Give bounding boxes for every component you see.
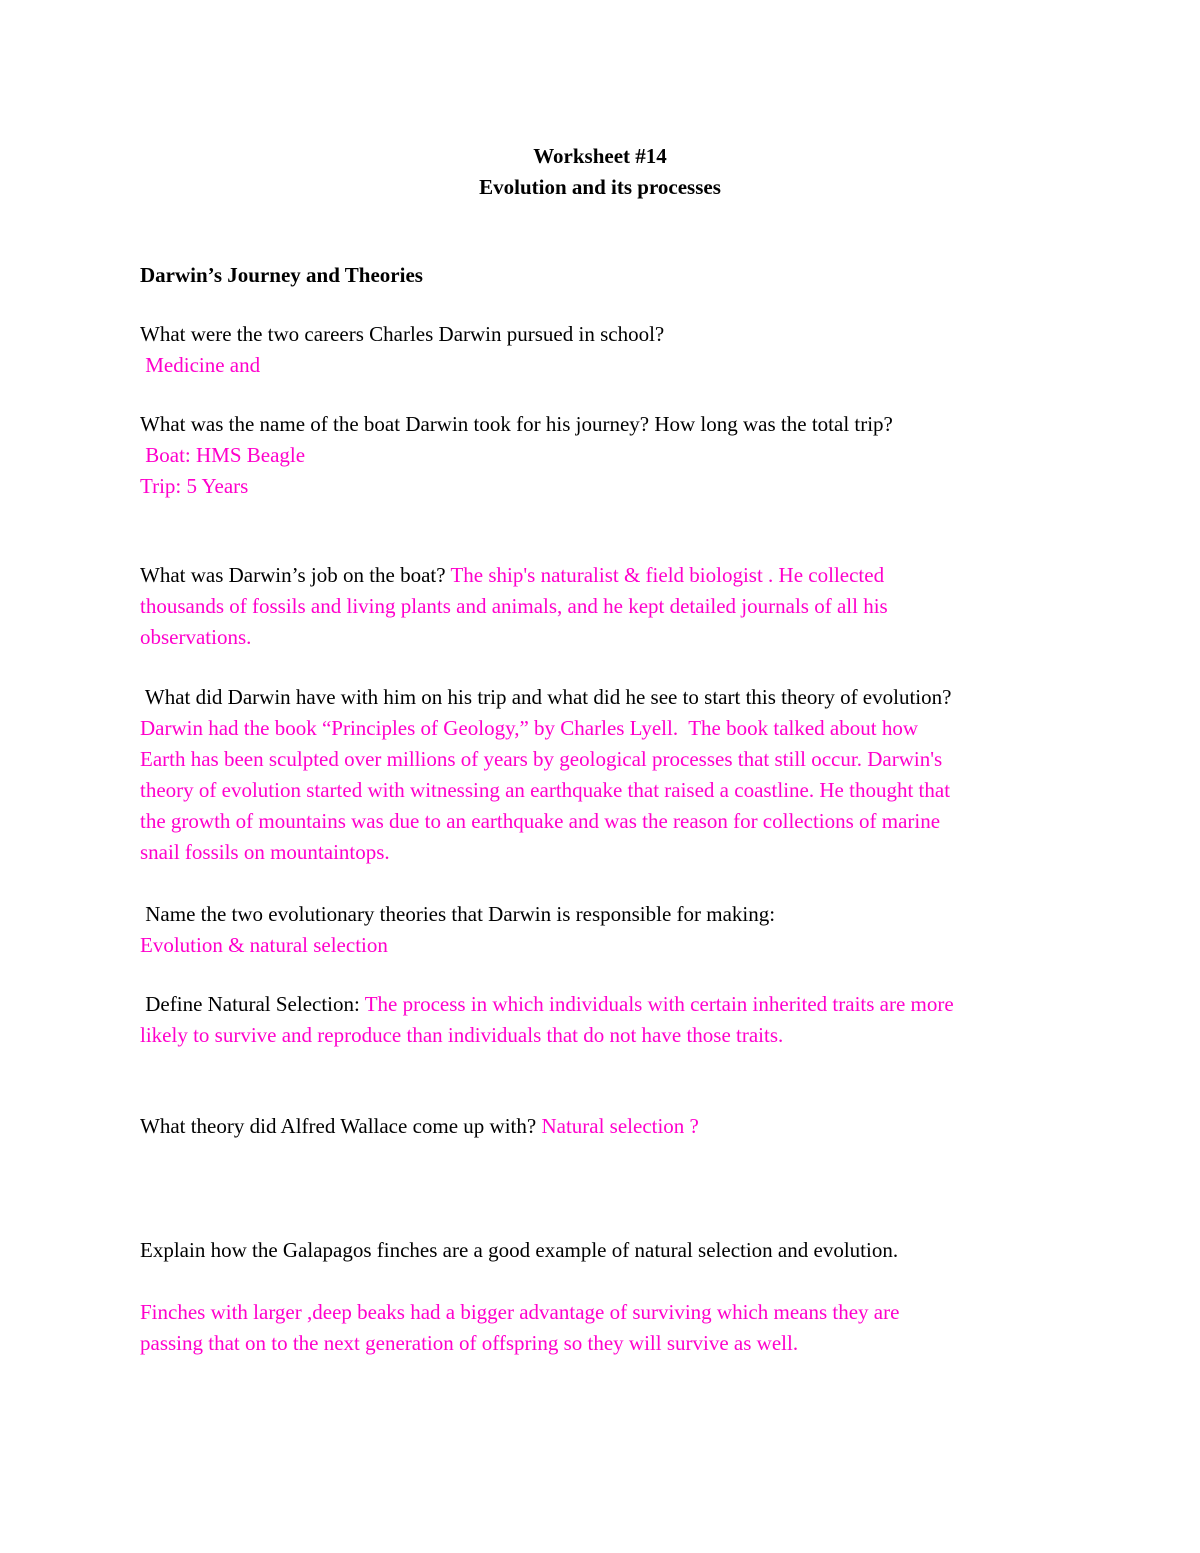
question-job-text: What was Darwin’s job on the boat? [140,563,451,587]
answer-trip: Trip: 5 Years [140,474,249,498]
section-heading: Darwin’s Journey and Theories [140,263,423,287]
question-wallace [140,1111,699,1142]
question-natural-selection [140,989,954,1020]
answer-careers: Medicine and [140,353,261,377]
question-careers: What were the two careers Charles Darwin pursued in school? [140,322,665,346]
answer-natural-selection-line-2: likely to survive and reproduce than individuals that do not have those traits. [140,1023,784,1047]
answer-theories: Evolution & natural selection [140,933,388,957]
answer-trip-items-line-5: snail fossils on mountaintops. [140,840,390,864]
answer-finches-line-2: passing that on to the next generation of offspring so they will survive as well. [140,1331,799,1355]
question-trip-items: What did Darwin have with him on his trip and what did he see to start this theory of evolution? [140,685,952,709]
answer-job-line-2: thousands of fossils and living plants and animals, and he kept detailed journals of all his [140,594,888,618]
question-finches: Explain how the Galapagos finches are a good example of natural selection and evolution. [140,1238,899,1262]
answer-trip-items-line-4: the growth of mountains was due to an earthquake and was the reason for collections of marine [140,809,941,833]
question-boat: What was the name of the boat Darwin took for his journey? How long was the total trip? [140,412,893,436]
question-wallace-text: What theory did Alfred Wallace come up with? [140,1114,542,1138]
answer-natural-selection-line-1: The process in which individuals with certain inherited traits are more [364,992,954,1016]
answer-trip-items-line-2: Earth has been sculpted over millions of years by geological processes that still occur. Darwin's [140,747,943,771]
answer-trip-items-line-3: theory of evolution started with witnessing an earthquake that raised a coastline. He thought that [140,778,951,802]
answer-job-line-1: The ship's naturalist & field biologist . He collected [450,563,885,587]
worksheet-subtitle: Evolution and its processes [479,175,721,199]
answer-trip-items-line-1: Darwin had the book “Principles of Geology,” by Charles Lyell. The book talked about how [140,716,918,740]
worksheet-title: Worksheet #14 [533,144,667,168]
answer-finches-line-1: Finches with larger ,deep beaks had a bigger advantage of surviving which means they are [140,1300,900,1324]
answer-wallace: Natural selection ? [541,1114,699,1138]
question-theories: Name the two evolutionary theories that Darwin is responsible for making: [140,902,776,926]
answer-job-line-3: observations. [140,625,252,649]
question-natural-selection-text: Define Natural Selection: [140,992,365,1016]
answer-boat: Boat: HMS Beagle [140,443,306,467]
question-job [140,560,884,591]
